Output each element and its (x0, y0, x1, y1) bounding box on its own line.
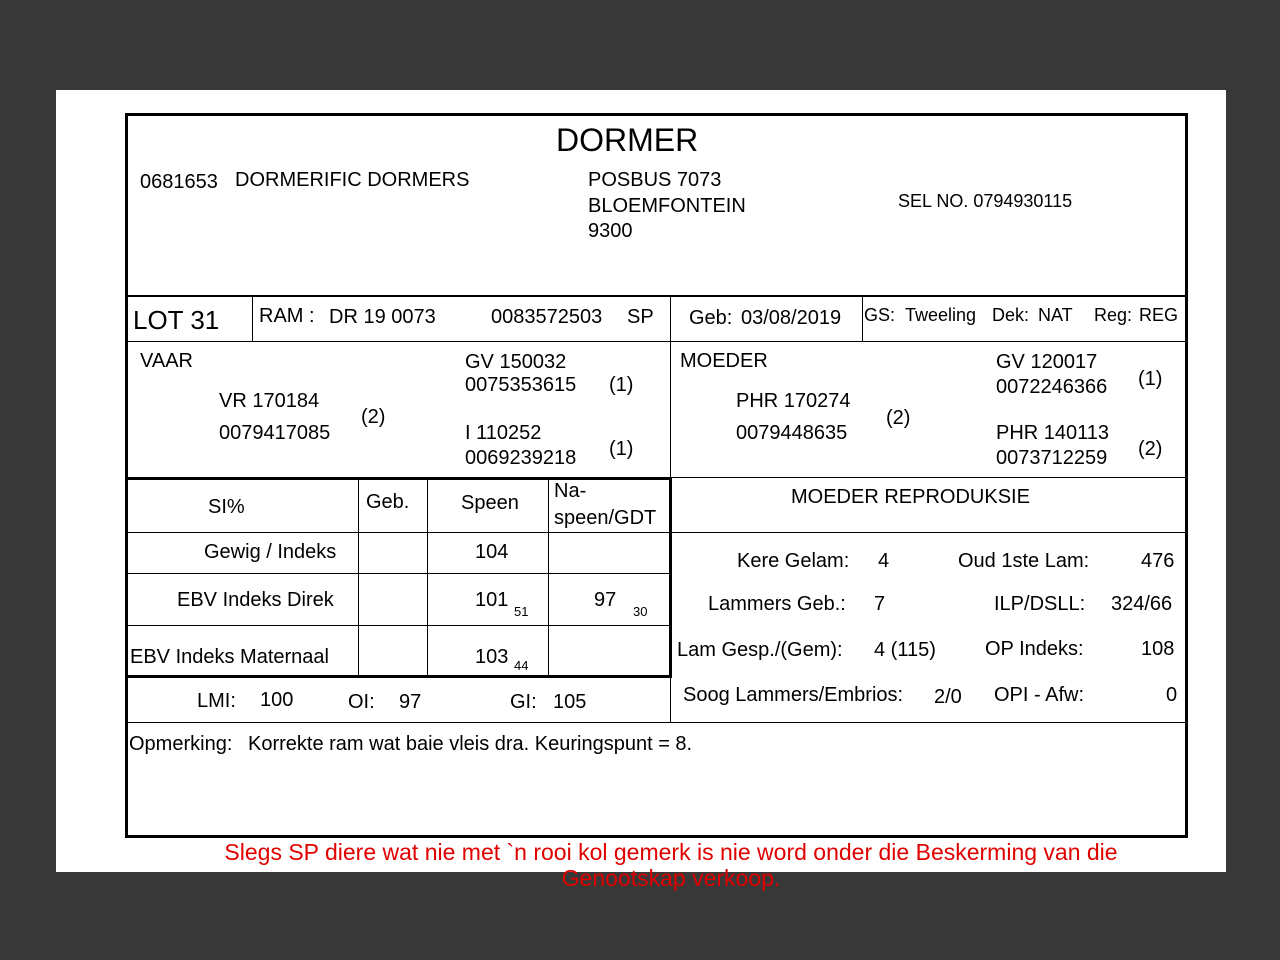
dam-heading: MOEDER (680, 350, 768, 372)
gi-label: GI: (510, 691, 537, 713)
reg-label: Reg: (1094, 305, 1133, 325)
row-direk-naspeen: 97 (594, 589, 617, 611)
row-gewig-label: Gewig / Indeks (204, 541, 337, 563)
ilp-value: 324/66 (1111, 593, 1173, 615)
gesp-label: Lam Gesp./(Gem): (677, 639, 843, 661)
auction-card (56, 90, 1226, 891)
frame-top (125, 113, 1188, 116)
breeder-address-line-2: BLOEMFONTEIN (588, 195, 746, 217)
op-label: OP Indeks: (985, 638, 1084, 660)
dam-sire-id: 0072246366 (996, 376, 1108, 398)
dam-dam-id: 0073712259 (996, 447, 1108, 469)
sel-number: SEL NO. 0794930115 (898, 191, 1073, 211)
opi-label: OPI - Afw: (994, 684, 1085, 706)
sire-heading: VAAR (140, 350, 193, 372)
rule-si-header (127, 532, 672, 533)
speen-header: Speen (461, 492, 519, 514)
op-value: 108 (1141, 638, 1175, 660)
vrule-si-col1 (358, 480, 359, 676)
lammers-label: Lammers Geb.: (708, 593, 846, 615)
dek-value: NAT (1038, 305, 1073, 325)
ram-label: RAM : (259, 305, 315, 327)
si-header: SI% (208, 496, 245, 518)
vrule-lot (252, 297, 253, 342)
row-maternaal-speen: 103 (475, 646, 509, 668)
row-direk-label: EBV Indeks Direk (177, 589, 334, 611)
gs-label: GS: (864, 305, 896, 325)
vrule-si-col2 (427, 480, 428, 676)
birth-label: Geb: (689, 307, 733, 329)
breeder-address-line-3: 9300 (588, 220, 633, 242)
remark-text: Korrekte ram wat baie vleis dra. Keuringspunt = 8. (248, 733, 693, 755)
dam-sire-code: GV 120017 (996, 351, 1098, 373)
ram-status: SP (627, 306, 654, 328)
dam-dam-code: PHR 140113 (996, 422, 1110, 444)
rule-pedigree-bottom-left (127, 477, 672, 480)
soog-value: 2/0 (934, 686, 962, 708)
opi-value: 0 (1166, 684, 1178, 706)
vrule-gs (862, 297, 863, 342)
row-gewig-speen: 104 (475, 541, 509, 563)
dam-code: PHR 170274 (736, 390, 851, 412)
dam-dam-count: (2) (1138, 438, 1163, 460)
oud-value: 476 (1141, 550, 1175, 572)
dek-label: Dek: (992, 305, 1030, 325)
kere-value: 4 (878, 550, 890, 572)
lmi-value: 100 (260, 689, 294, 711)
breeder-name: DORMERIFIC DORMERS (235, 169, 470, 191)
ilp-label: ILP/DSLL: (994, 593, 1086, 615)
sire-dam-id: 0069239218 (465, 447, 577, 469)
frame-bottom (125, 835, 1188, 838)
ram-id: 0083572503 (491, 306, 603, 328)
gesp-value: 4 (115) (874, 639, 936, 661)
gi-value: 105 (553, 691, 587, 713)
row-maternaal-label: EBV Indeks Maternaal (130, 646, 329, 668)
oi-label: OI: (348, 691, 375, 713)
rule-si-row3 (127, 675, 672, 678)
sire-sire-count: (1) (609, 374, 634, 396)
dam-id: 0079448635 (736, 422, 848, 444)
frame-left (125, 113, 128, 838)
sire-sire-id: 0075353615 (465, 374, 577, 396)
dam-count: (2) (886, 407, 911, 429)
remark-label: Opmerking: (129, 733, 233, 755)
vrule-si-col3 (548, 480, 549, 676)
sire-dam-count: (1) (609, 438, 634, 460)
ram-code: DR 19 0073 (329, 306, 436, 328)
naspeen-header-line-2: speen/GDT (554, 507, 657, 529)
sire-id: 0079417085 (219, 422, 331, 444)
repro-heading: MOEDER REPRODUKSIE (791, 486, 1030, 508)
naspeen-header-line-1: Na- (554, 480, 587, 502)
sire-count: (2) (361, 406, 386, 428)
gs-value: Tweeling (905, 305, 977, 325)
geb-header: Geb. (366, 491, 410, 513)
footer-notice: Slegs SP diere wat nie met `n rooi kol gemerk is nie word onder die Beskerming van die Genootskap verkoop. (224, 839, 1118, 891)
sire-dam-code: I 110252 (465, 422, 542, 444)
row-maternaal-speen-sub: 44 (514, 658, 529, 673)
rule-repro-header (672, 532, 1186, 533)
sire-code: VR 170184 (219, 390, 320, 412)
row-direk-naspeen-sub: 30 (633, 604, 648, 619)
breeder-number: 0681653 (140, 171, 218, 193)
breeder-address-line-1: POSBUS 7073 (588, 169, 722, 191)
lmi-label: LMI: (197, 690, 236, 712)
rule-si-row1 (127, 573, 672, 574)
rule-header-bottom (127, 295, 1186, 297)
lot-number: LOT 31 (133, 305, 220, 335)
breed-title: DORMER (556, 122, 699, 158)
oi-value: 97 (399, 691, 422, 713)
row-direk-speen: 101 (475, 589, 509, 611)
sire-sire-code: GV 150032 (465, 351, 567, 373)
rule-pedigree-bottom-right (672, 477, 1186, 478)
reg-value: REG (1139, 305, 1179, 325)
birth-date: 03/08/2019 (741, 307, 842, 329)
rule-summary-bottom (127, 722, 1186, 723)
rule-si-row2 (127, 625, 672, 626)
vrule-si-bold (669, 478, 672, 678)
kere-label: Kere Gelam: (737, 550, 850, 572)
dam-sire-count: (1) (1138, 368, 1163, 390)
frame-right (1185, 113, 1188, 838)
rule-lot-bottom (127, 341, 1186, 342)
oud-label: Oud 1ste Lam: (958, 550, 1090, 572)
row-direk-speen-sub: 51 (514, 604, 529, 619)
soog-label: Soog Lammers/Embrios: (683, 684, 904, 706)
lammers-value: 7 (874, 593, 886, 615)
